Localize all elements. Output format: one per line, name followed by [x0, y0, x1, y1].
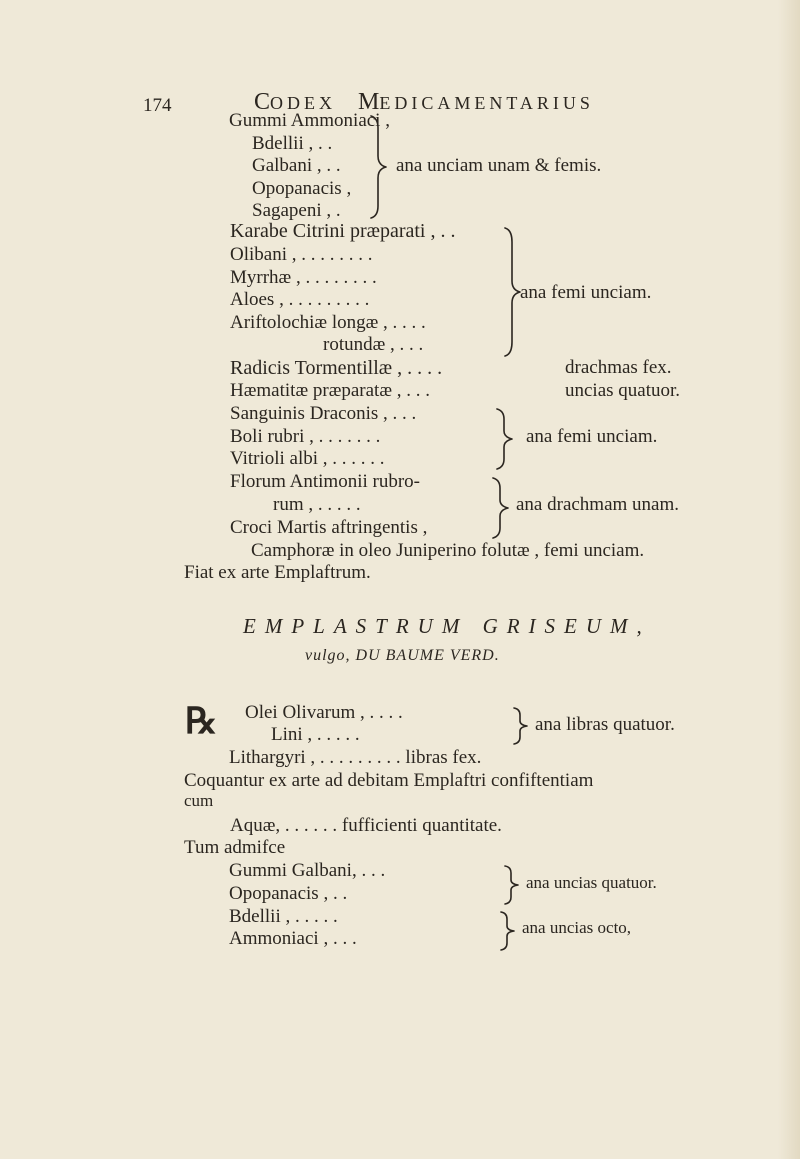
- ingredient-line: Sagapeni , .: [252, 200, 341, 221]
- ingredient-line: Radicis Tormentillæ , . . . .: [230, 357, 443, 379]
- dose-text: ana uncias octo,: [522, 918, 632, 937]
- ingredient-line: Bdellii , . . . . .: [229, 906, 338, 927]
- ingredient-line: Gummi Galbani, . . .: [229, 860, 386, 881]
- ingredient-line: Lini , . . . . .: [271, 724, 360, 745]
- dose-text: ana drachmam unam.: [516, 494, 680, 515]
- ingredient-line: Gummi Ammoniaci ,: [229, 110, 390, 131]
- dose-text: ana femi unciam.: [520, 282, 652, 303]
- running-title-initial-2: M: [358, 89, 380, 115]
- page-number: 174: [143, 95, 172, 116]
- ingredient-line: Hæmatitæ præparatæ , . . .: [230, 380, 431, 401]
- ingredient-line: Florum Antimonii rubro-: [230, 471, 420, 492]
- ingredient-line: Ammoniaci , . . .: [229, 928, 357, 949]
- brace: [368, 114, 394, 220]
- recipe-title: EMPLASTRUM GRISEUM,: [243, 614, 651, 638]
- running-title-word-2: EDICAMENTARIUS: [379, 93, 594, 113]
- dose-text: ana uncias quatuor.: [526, 873, 657, 892]
- ingredient-line: Lithargyri , . . . . . . . . . libras fex.: [229, 747, 482, 768]
- dose-text: drachmas fex.: [565, 357, 672, 378]
- ingredient-line: Karabe Citrini præparati , . .: [230, 220, 456, 242]
- ingredient-line: Opopanacis , . .: [229, 883, 348, 904]
- ingredient-line: Sanguinis Draconis , . . .: [230, 403, 417, 424]
- dose-text: ana femi unciam.: [526, 426, 658, 447]
- brace: [498, 910, 520, 952]
- ingredient-line: Olibani , . . . . . . . .: [230, 244, 373, 265]
- instruction-line: Coquantur ex arte ad debitam Emplaftri confiftentiam: [184, 770, 594, 791]
- brace: [511, 706, 533, 746]
- ingredient-line: Myrrhæ , . . . . . . . .: [230, 267, 377, 288]
- brace: [490, 476, 514, 540]
- running-title-initial-1: C: [254, 89, 271, 115]
- recipe-subtitle: vulgo, DU BAUME VERD.: [305, 647, 500, 664]
- ingredient-line: rotundæ , . . .: [323, 334, 424, 355]
- page-edge: [778, 0, 800, 1159]
- ingredient-line: Galbani , . .: [252, 155, 341, 176]
- ingredient-line: Vitrioli albi , . . . . . .: [230, 448, 385, 469]
- ingredient-line: Bdellii , . .: [252, 133, 333, 154]
- instruction-line: Tum admifce: [184, 837, 286, 858]
- ingredient-line: Boli rubri , . . . . . . .: [230, 426, 381, 447]
- ingredient-line: Ariftolochiæ longæ , . . . .: [230, 312, 426, 333]
- brace: [502, 864, 524, 906]
- dose-text: ana unciam unam & femis.: [396, 155, 602, 176]
- ingredient-line: Croci Martis aftringentis ,: [230, 517, 428, 538]
- ingredient-line: Camphoræ in oleo Juniperino folutæ , femi unciam.: [251, 540, 645, 561]
- dose-text: uncias quatuor.: [565, 380, 681, 401]
- ingredient-line: Aloes , . . . . . . . . .: [230, 289, 370, 310]
- ingredient-line: Olei Olivarum , . . . .: [245, 702, 403, 723]
- instruction-line: cum: [184, 791, 214, 810]
- brace: [494, 407, 518, 471]
- ingredient-line: Aquæ, . . . . . . fufficienti quantitate.: [230, 815, 502, 836]
- recipe-symbol: ℞: [185, 701, 218, 741]
- instruction-line: Fiat ex arte Emplaftrum.: [184, 562, 371, 583]
- running-title-word-1: ODEX: [270, 93, 337, 113]
- ingredient-line: Opopanacis ,: [252, 178, 352, 199]
- ingredient-line: rum , . . . . .: [273, 494, 361, 515]
- dose-text: ana libras quatuor.: [535, 714, 675, 735]
